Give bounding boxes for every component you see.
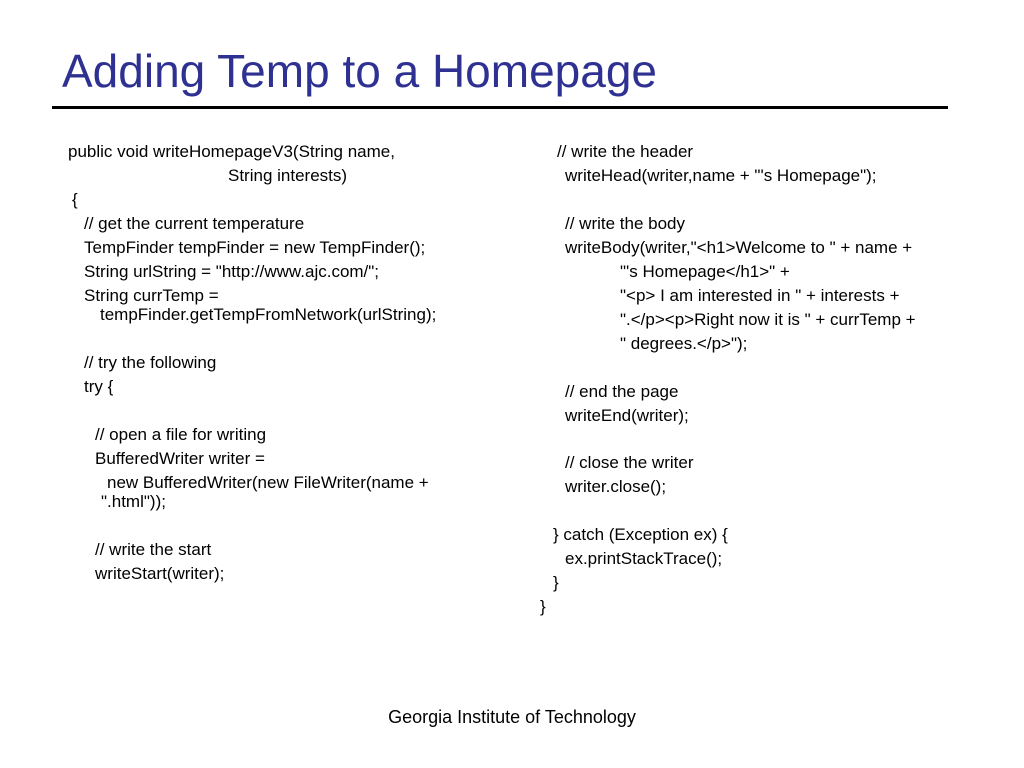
slide-title: Adding Temp to a Homepage bbox=[62, 45, 657, 97]
code-line: "'s Homepage</h1>" + bbox=[620, 262, 790, 281]
code-comment: // write the header bbox=[557, 142, 694, 161]
code-line: } catch (Exception ex) { bbox=[553, 525, 728, 544]
code-line: String currTemp = bbox=[84, 286, 219, 305]
code-line: ".</p><p>Right now it is " + currTemp + bbox=[620, 310, 916, 329]
code-line: " degrees.</p>"); bbox=[620, 334, 748, 353]
code-comment: // close the writer bbox=[565, 453, 694, 472]
code-line: new BufferedWriter(new FileWriter(name + bbox=[107, 473, 429, 492]
code-line: String interests) bbox=[228, 166, 348, 185]
code-line: writer.close(); bbox=[565, 477, 667, 496]
code-line: ".html")); bbox=[101, 492, 166, 511]
code-line: writeHead(writer,name + "'s Homepage"); bbox=[565, 166, 877, 185]
code-line: } bbox=[553, 573, 559, 592]
code-line: tempFinder.getTempFromNetwork(urlString); bbox=[100, 305, 437, 324]
code-line: public void writeHomepageV3(String name, bbox=[68, 142, 395, 161]
code-line: ex.printStackTrace(); bbox=[565, 549, 723, 568]
code-line: writeEnd(writer); bbox=[565, 406, 689, 425]
footer-institution: Georgia Institute of Technology bbox=[388, 707, 636, 727]
code-comment: // open a file for writing bbox=[95, 425, 267, 444]
code-comment: // try the following bbox=[84, 353, 217, 372]
title-underline bbox=[52, 106, 948, 109]
code-comment: // end the page bbox=[565, 382, 679, 401]
code-line: TempFinder tempFinder = new TempFinder(); bbox=[84, 238, 426, 257]
code-line: String urlString = "http://www.ajc.com/"; bbox=[84, 262, 380, 281]
code-line: "<p> I am interested in " + interests + bbox=[620, 286, 900, 305]
code-line: } bbox=[540, 597, 546, 616]
code-line: writeBody(writer,"<h1>Welcome to " + name + bbox=[565, 238, 913, 257]
code-comment: // write the start bbox=[95, 540, 212, 559]
code-comment: // write the body bbox=[565, 214, 686, 233]
code-line: BufferedWriter writer = bbox=[95, 449, 265, 468]
code-comment: // get the current temperature bbox=[84, 214, 305, 233]
code-line: { bbox=[72, 190, 78, 209]
code-line: writeStart(writer); bbox=[95, 564, 225, 583]
code-line: try { bbox=[84, 377, 114, 396]
